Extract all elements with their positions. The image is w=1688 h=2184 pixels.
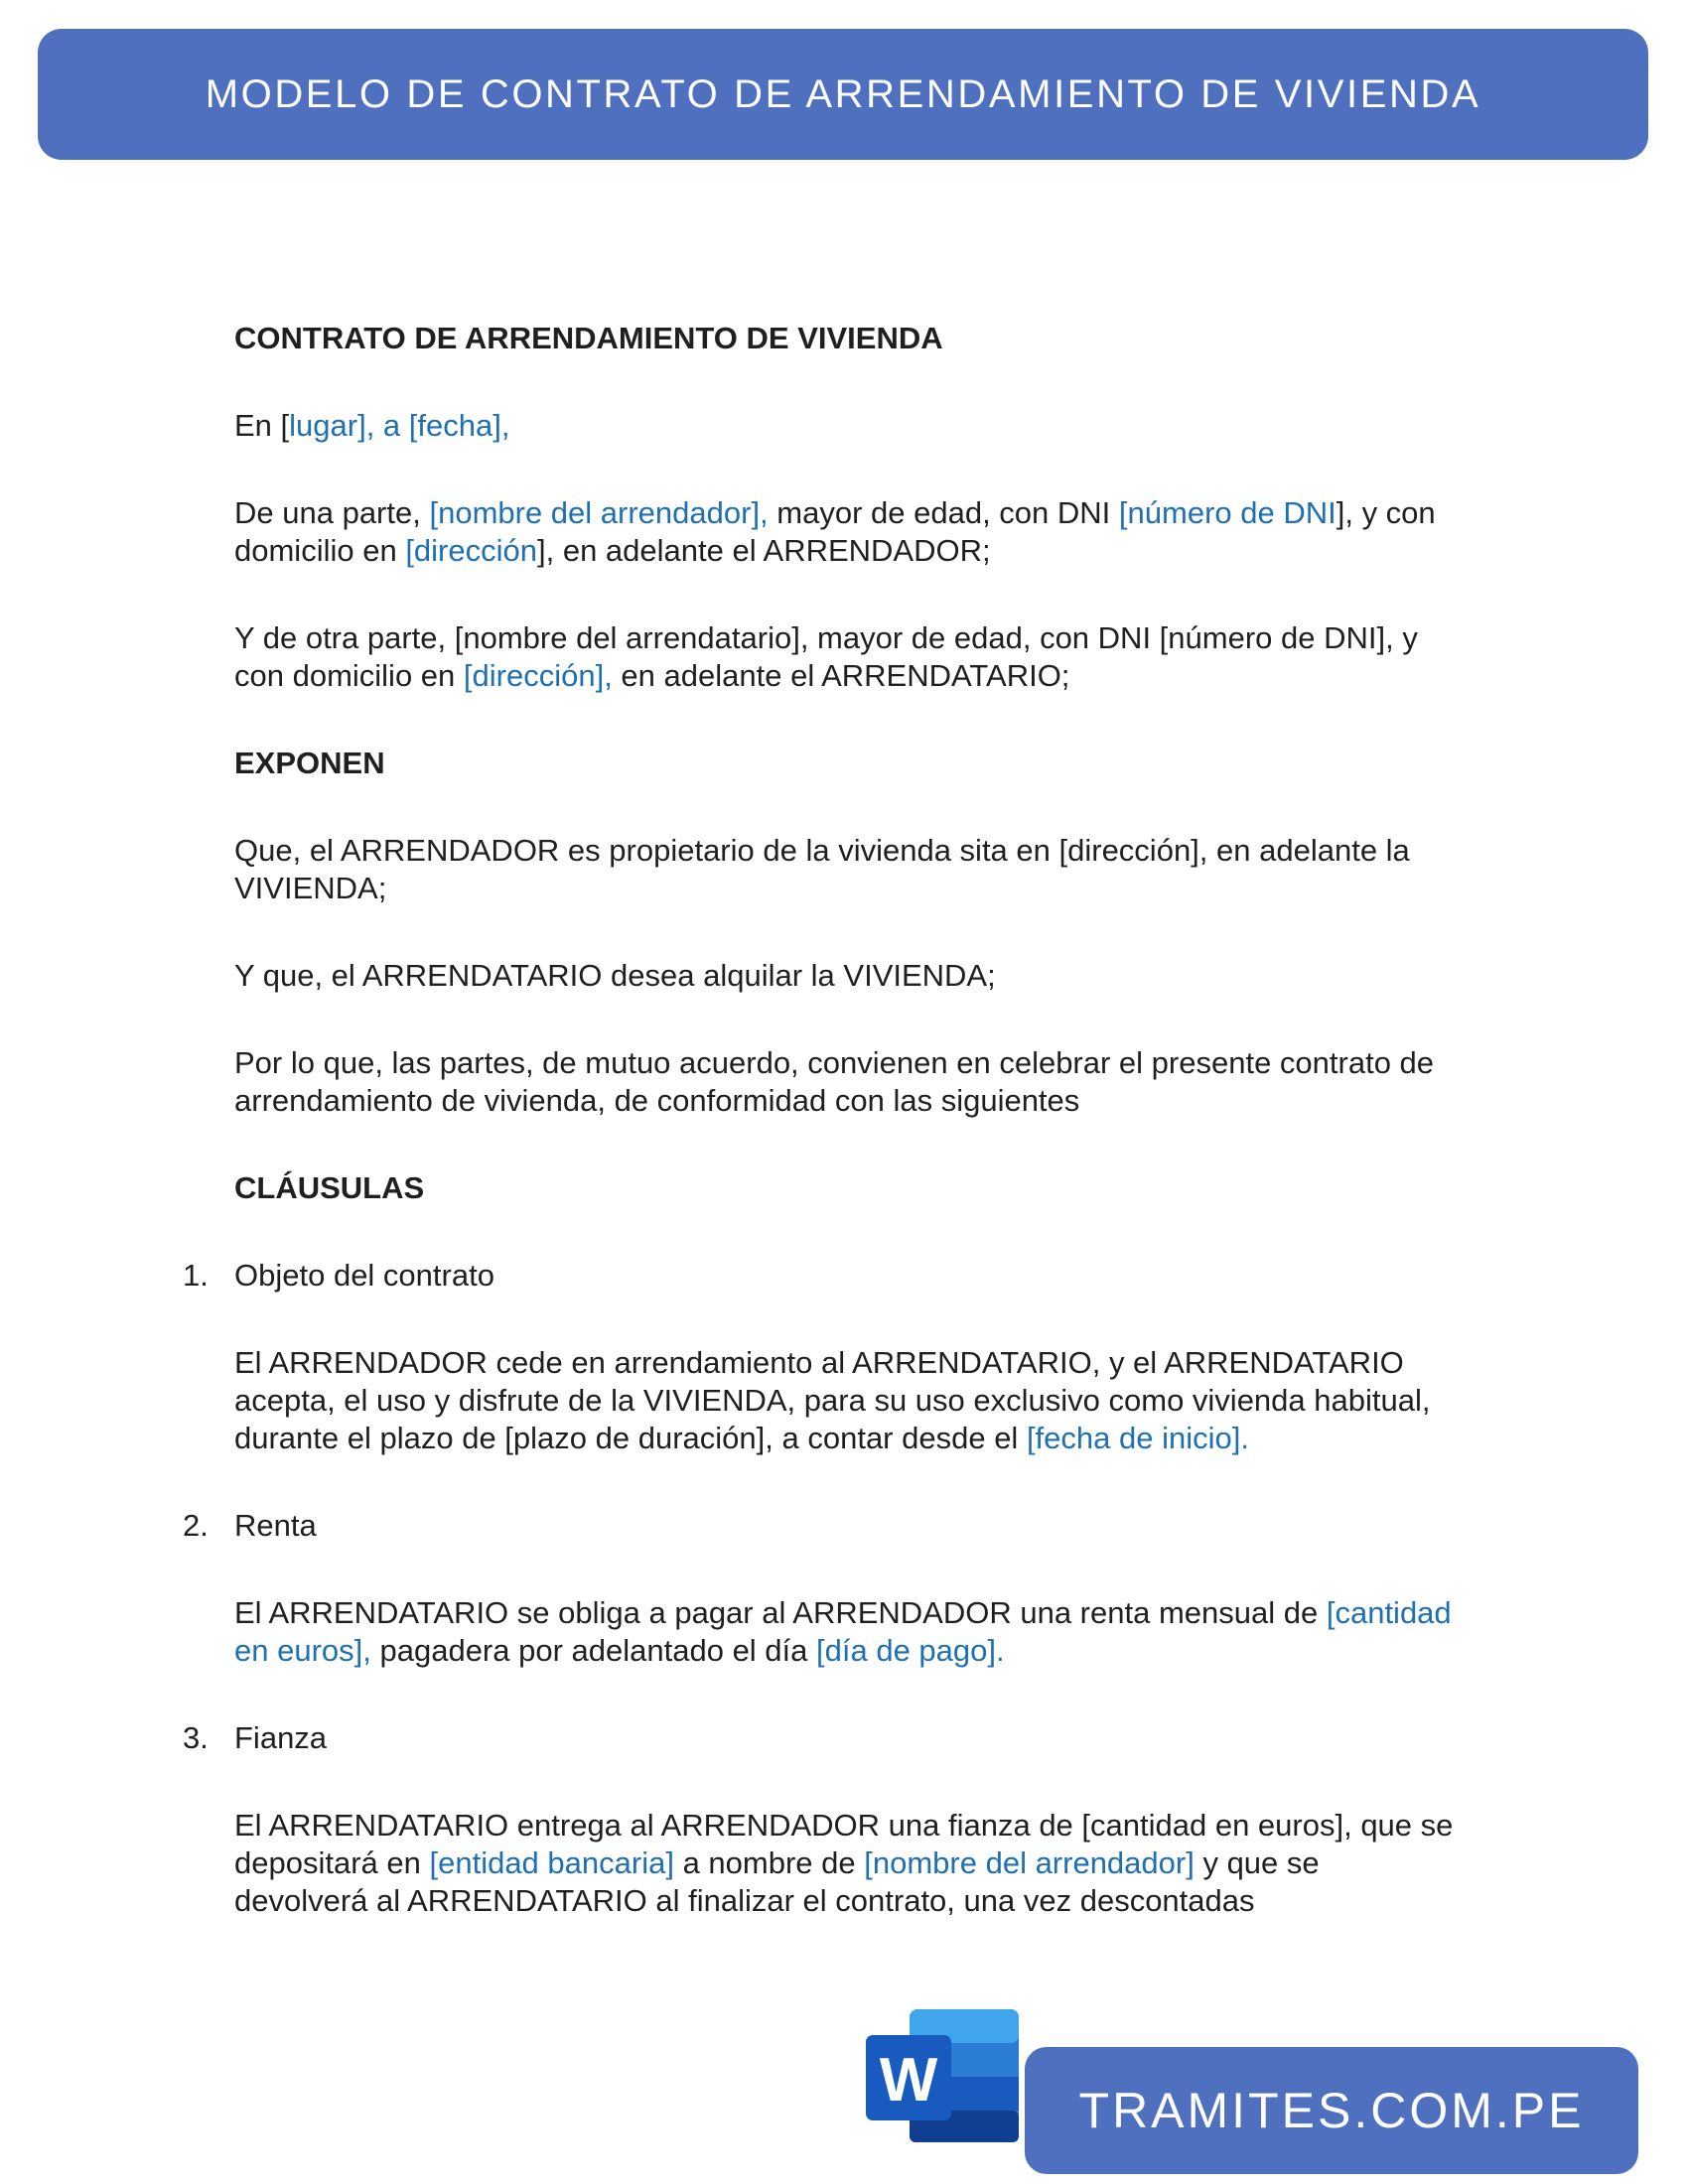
placeholder-address: [dirección (405, 533, 537, 568)
lessee-paragraph (234, 619, 1456, 695)
section-heading-clausulas: CLÁUSULAS (234, 1170, 425, 1205)
placeholder-payment-day: [día de pago] (816, 1633, 997, 1668)
placeholder-place-date: lugar], a [fecha], (289, 408, 510, 443)
clause-3-text-2: a nombre de (673, 1845, 865, 1880)
placeholder-dni: [número de DNI (1118, 495, 1336, 530)
clause-2-text-1: El ARRENDATARIO se obliga a pagar al ARRENDADOR una renta mensual de (234, 1595, 1327, 1630)
placeholder-lessee-address: [dirección], (463, 658, 613, 693)
clause-3-text-3: y que se devolverá al ARRENDATARIO al finalizar el contrato, una vez descontadas (234, 1845, 1320, 1918)
placeholder-lessor-name: [nombre del arrendador], (429, 495, 769, 530)
lessor-text-3: ], y con domicilio en (234, 495, 1436, 568)
lessor-text-2: mayor de edad, con DNI (768, 495, 1119, 530)
footer-brand-banner (1025, 2047, 1638, 2174)
intro-text: En [ (234, 408, 290, 443)
clause-3-title (183, 1719, 1456, 1757)
clause-1-title-text: Objeto del contrato (234, 1258, 494, 1293)
clause-3-text-1: El ARRENDATARIO entrega al ARRENDADOR una fianza de [cantidad en euros], que se depositará en (234, 1808, 1454, 1880)
clause-1-text: El ARRENDADOR cede en arrendamiento al ARRENDATARIO, y el ARRENDATARIO acepta, el uso y disfrute de la VIVIENDA, para su uso exclusivo como vivienda habitual, durante el plazo de [plazo de duración], a contar desde el (234, 1345, 1431, 1455)
clause-3-body (234, 1807, 1456, 1920)
clause-2-title (183, 1507, 1456, 1545)
clause-2-text-2: pagadera por adelantado el día (370, 1633, 817, 1668)
clause-3-title-text: Fianza (234, 1720, 328, 1755)
word-icon-letter: W (879, 2046, 938, 2115)
section-heading-exponen: EXPONEN (234, 746, 385, 780)
lessor-text-4: ], en adelante el ARRENDADOR; (537, 533, 991, 568)
clause-2-body (234, 1594, 1456, 1670)
lessee-text-1: Y de otra parte, [nombre del arrendatario], mayor de edad, con DNI [número de DNI], y con domicilio en (234, 620, 1418, 693)
placeholder-start-date: [fecha de inicio]. (1026, 1421, 1249, 1455)
clause-3-number: 3. (183, 1720, 209, 1755)
lessor-text-1: De una parte, (234, 495, 430, 530)
exponen-paragraph-2: Y que, el ARRENDATARIO desea alquilar la VIVIENDA; (234, 958, 996, 993)
page-title: MODELO DE CONTRATO DE ARRENDAMIENTO DE VIVIENDA (205, 71, 1481, 116)
clause-1-title (183, 1257, 1456, 1295)
header-banner (38, 29, 1648, 160)
lessor-paragraph (234, 494, 1456, 570)
contract-title: CONTRATO DE ARRENDAMIENTO DE VIVIENDA (234, 321, 943, 355)
microsoft-word-icon (866, 2007, 1025, 2144)
placeholder-lessor-name-2: [nombre del arrendador] (864, 1845, 1195, 1880)
clause-1-body (234, 1344, 1456, 1457)
contract-document (183, 320, 1456, 1970)
footer-brand-text: TRAMITES.COM.PE (1078, 2083, 1585, 2138)
clause-2-text-3: . (996, 1633, 1005, 1668)
exponen-paragraph-3: Por lo que, las partes, de mutuo acuerdo, convienen en celebrar el presente contrato de arrendamiento de vivienda, de conformidad con las siguientes (234, 1045, 1435, 1118)
placeholder-bank: [entidad bancaria] (429, 1845, 674, 1880)
lessee-text-2: en adelante el ARRENDATARIO; (612, 658, 1070, 693)
placeholder-amount: [cantidad en euros], (234, 1595, 1452, 1668)
exponen-paragraph-1: Que, el ARRENDADOR es propietario de la vivienda sita en [dirección], en adelante la VIVIENDA; (234, 833, 1410, 905)
intro-paragraph (234, 407, 1456, 445)
clause-2-number: 2. (183, 1508, 209, 1543)
clause-2-title-text: Renta (234, 1508, 317, 1543)
clause-1-number: 1. (183, 1258, 209, 1293)
